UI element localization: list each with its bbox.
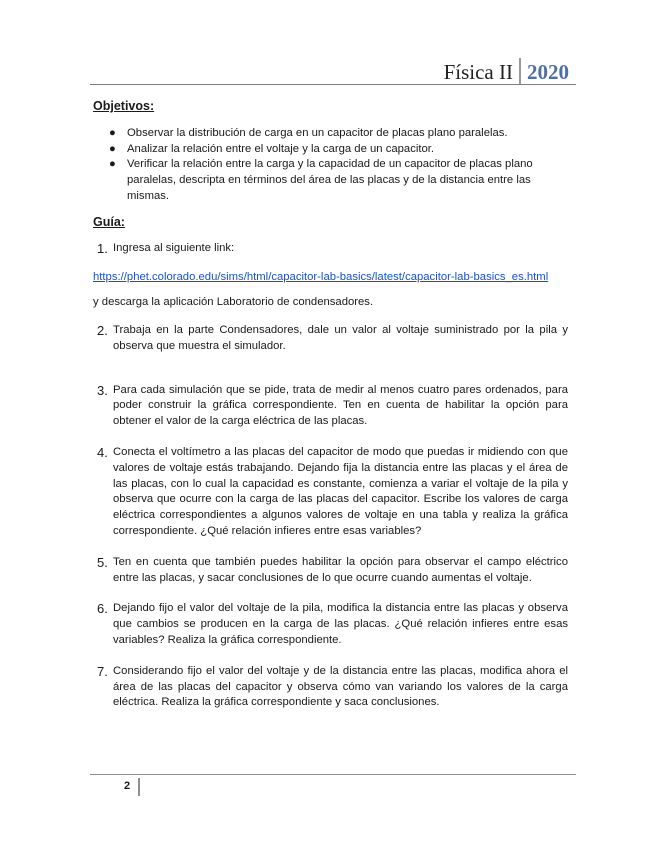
guia-step-2 bbox=[93, 323, 568, 355]
step-number: 4. bbox=[97, 444, 108, 460]
list-item: ● Verificar la relación entre la carga y la capacidad de un capacitor de placas plano paralelas, descripta en términos del área de las placas y de la distancia entre las mismas. bbox=[109, 158, 533, 202]
header-year: 2020 bbox=[527, 60, 569, 84]
page-header bbox=[444, 56, 569, 84]
header-rule bbox=[90, 84, 576, 85]
step-text: Para cada simulación que se pide, trata de medir al menos cuatro pares ordenados, para poder construir la gráfica correspondiente. Ten en cuenta de habilitar la opción para obtener el valor de la carga eléctrica de las placas. bbox=[113, 383, 568, 428]
step-text: Considerando fijo el valor del voltaje y de la distancia entre las placas, modifica ahora el área de las placas del capacitor y observa cómo van variando los valores de la carga eléctrica. Realiza la gráfica correspondiente y saca conclusiones. bbox=[113, 664, 568, 709]
document-body bbox=[93, 96, 568, 711]
step-text: Conecta el voltímetro a las placas del capacitor de modo que puedas ir midiendo con que valores de voltaje estás trabajando. Dejando fija la distancia entre las placas y el área de las placas, con lo cual la capacidad es constante, comienza a variar el voltaje de la pila y observa que ocurre con la carga de las placas del capacitor. Escribe los valores de carga eléctrica correspondientes a algunos valores de voltaje en una tabla y realiza la gráfica correspondiente. ¿Qué relación infieres entre esas variables? bbox=[113, 445, 568, 537]
step-number: 2. bbox=[97, 322, 108, 338]
step-number: 6. bbox=[97, 601, 108, 617]
after-link-text: y descarga la aplicación Laboratorio de condensadores. bbox=[93, 296, 374, 309]
list-item: ● Analizar la relación entre el voltaje y la carga de un capacitor. bbox=[127, 142, 568, 158]
step-number: 7. bbox=[97, 663, 108, 679]
step-number: 3. bbox=[97, 382, 108, 398]
step-number: 1. bbox=[97, 240, 108, 256]
objetivos-list bbox=[93, 126, 568, 205]
footer-rule bbox=[90, 774, 576, 775]
page-number: 2 bbox=[124, 780, 131, 792]
bullet-icon: ● bbox=[109, 158, 116, 171]
guia-title: Guía: bbox=[93, 214, 125, 229]
header-subject: Física II bbox=[443, 60, 513, 84]
bullet-icon: ● bbox=[109, 126, 116, 139]
guia-step-1 bbox=[93, 241, 568, 257]
step-text: Ten en cuenta que también puedes habilitar la opción para observar el campo eléctrico entre las placas, y sacar conclusiones de lo que ocurre cuando aumentas el voltaje. bbox=[113, 555, 568, 584]
list-item: ● Observar la distribución de carga en un capacitor de placas plano paralelas. bbox=[127, 126, 568, 142]
step-text: Trabaja en la parte Condensadores, dale un valor al voltaje suministrado por la pila y observa que muestra el simulador. bbox=[113, 323, 568, 352]
step-text: Ingresa al siguiente link: bbox=[113, 241, 235, 254]
step-number: 5. bbox=[97, 554, 108, 570]
guia-step-3 bbox=[93, 383, 568, 430]
footer-separator bbox=[138, 778, 140, 796]
bullet-icon: ● bbox=[109, 142, 116, 155]
guia-step-4 bbox=[93, 445, 568, 540]
phet-simulation-link[interactable]: https://phet.colorado.edu/sims/html/capacitor-lab-basics/latest/capacitor-lab-basics_es.html bbox=[93, 271, 549, 284]
guia-step-5 bbox=[93, 555, 568, 587]
objetivos-title: Objetivos: bbox=[93, 99, 155, 113]
guia-step-6 bbox=[93, 601, 568, 648]
step-text: Dejando fijo el valor del voltaje de la pila, modifica la distancia entre las placas y observa que cambios se producen en la carga de las placas. ¿Qué relación infieres entre esas variables? Realiza la gráfica correspondiente. bbox=[113, 602, 568, 646]
guia-step-7 bbox=[93, 664, 568, 711]
